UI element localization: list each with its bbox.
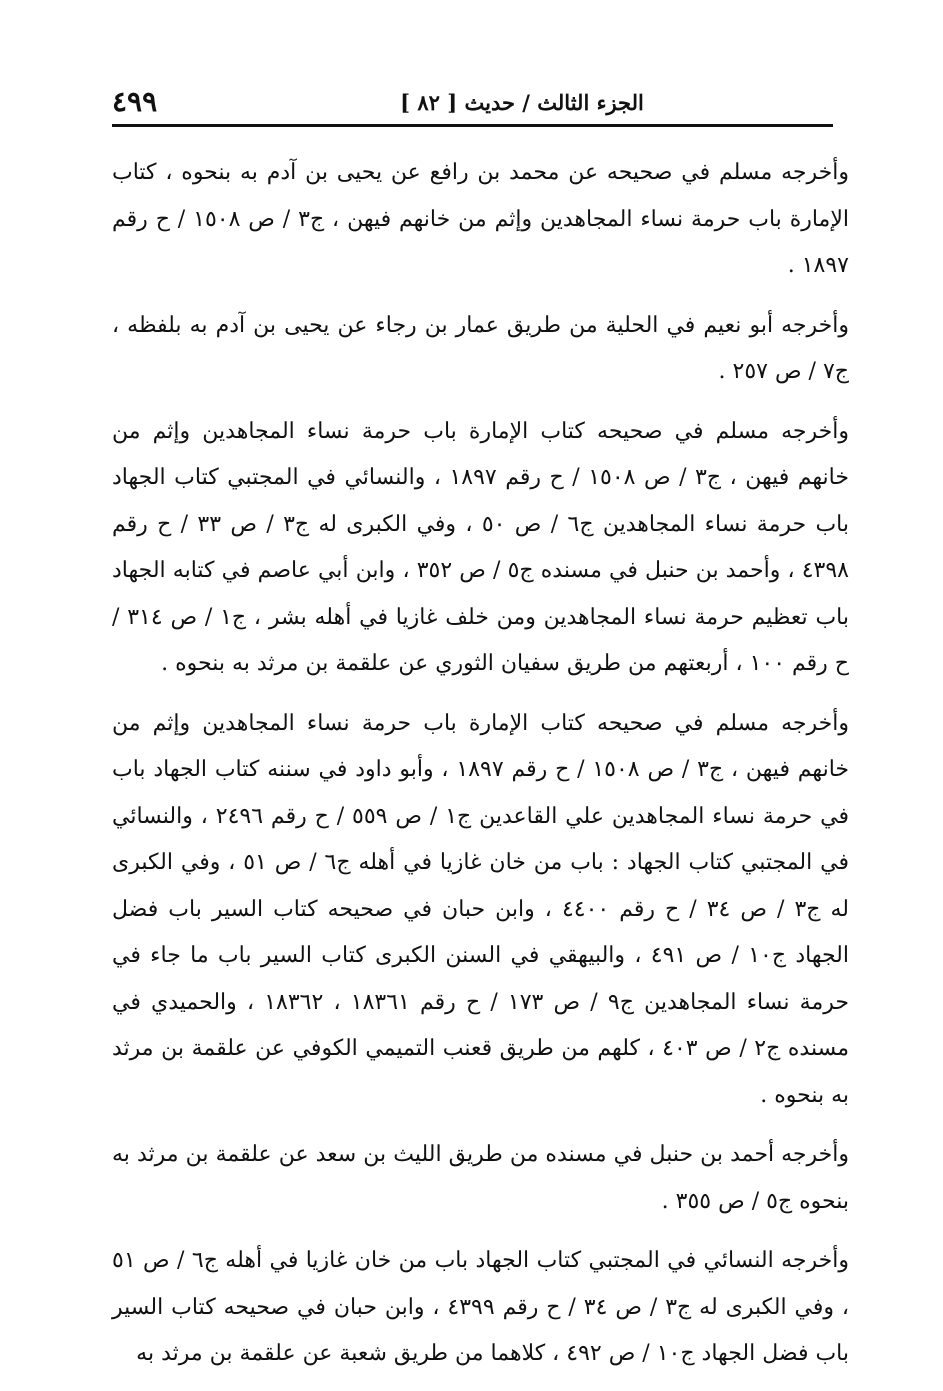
paragraph-1: وأخرجه مسلم في صحيحه عن محمد بن رافع عن يحيى بن آدم به بنحوه ، كتاب الإمارة باب حرمة نساء المجاهدين وإثم من خانهم فيهن ، ج٣ / ص ١٥٠٨ / ح رقم ١٨٩٧ . <box>112 160 849 278</box>
paragraph-3: وأخرجه مسلم في صحيحه كتاب الإمارة باب حرمة نساء المجاهدين وإثم من خانهم فيهن ، ج٣ / ص ١٥٠٨ / ح رقم ١٨٩٧ ، والنسائي في المجتبي كتاب الجهاد باب حرمة نساء المجاهدين ج٦ / ص ٥٠ ، وفي الكبرى له ج٣ / ص ٣٣ / ح رقم ٤٣٩٨ ، وأحمد بن حنبل في مسنده ج٥ / ص ٣٥٢ ، وابن أبي عاصم في كتابه الجهاد باب تعظيم حرمة نساء المجاهدين ومن خلف غازيا في أهله بشر ، ج١ / ص ٣١٤ / ح رقم ١٠٠ ، أربعتهم من طريق سفيان الثوري عن علقمة بن مرثد به بنحوه . <box>112 418 849 676</box>
page-header <box>112 84 832 122</box>
paragraph-2: وأخرجه أبو نعيم في الحلية من طريق عمار بن رجاء عن يحيى بن آدم به بلفظه ، ج٧ / ص ٢٥٧ . <box>112 312 849 384</box>
running-title: الجزء الثالث / حديث [ ٨٢ ] <box>400 90 644 115</box>
paragraph-5: وأخرجه أحمد بن حنبل في مسنده من طريق الليث بن سعد عن علقمة بن مرثد به بنحوه ج٥ / ص ٣٥٥ . <box>112 1142 849 1214</box>
header-divider <box>112 124 833 127</box>
paragraph-4: وأخرجه مسلم في صحيحه كتاب الإمارة باب حرمة نساء المجاهدين وإثم من خانهم فيهن ، ج٣ / ص ١٥٠٨ / ح رقم ١٨٩٧ ، وأبو داود في سننه كتاب الجهاد باب في حرمة نساء المجاهدين علي القاعدين ج١ / ص ٥٥٩ / ح رقم ٢٤٩٦ ، والنسائي في المجتبي كتاب الجهاد : باب من خان غازيا في أهله ج٦ / ص ٥١ ، وفي الكبرى له ج٣ / ص ٣٤ / ح رقم ٤٤٠٠ ، وابن حبان في صحيحه كتاب السير باب فضل الجهاد ج١٠ / ص ٤٩١ ، والبيهقي في السنن الكبرى كتاب السير باب ما جاء في حرمة نساء المجاهدين ج٩ / ص ١٧٣ / ح رقم ١٨٣٦١ ، ١٨٣٦٢ ، والحميدي في مسنده ج٢ / ص ٤٠٣ ، كلهم من طريق قعنب التميمي الكوفي عن علقمة بن مرثد به بنحوه . <box>112 710 849 1108</box>
main-text <box>112 150 849 1391</box>
page-number: ٤٩٩ <box>112 85 158 118</box>
paragraph-6: وأخرجه النسائي في المجتبي كتاب الجهاد باب من خان غازيا في أهله ج٦ / ص ٥١ ، وفي الكبرى له ج٣ / ص ٣٤ / ح رقم ٤٣٩٩ ، وابن حبان في صحيحه كتاب السير باب فضل الجهاد ج١٠ / ص ٤٩٢ ، كلاهما من طريق شعبة عن علقمة بن مرثد به <box>112 1248 849 1366</box>
